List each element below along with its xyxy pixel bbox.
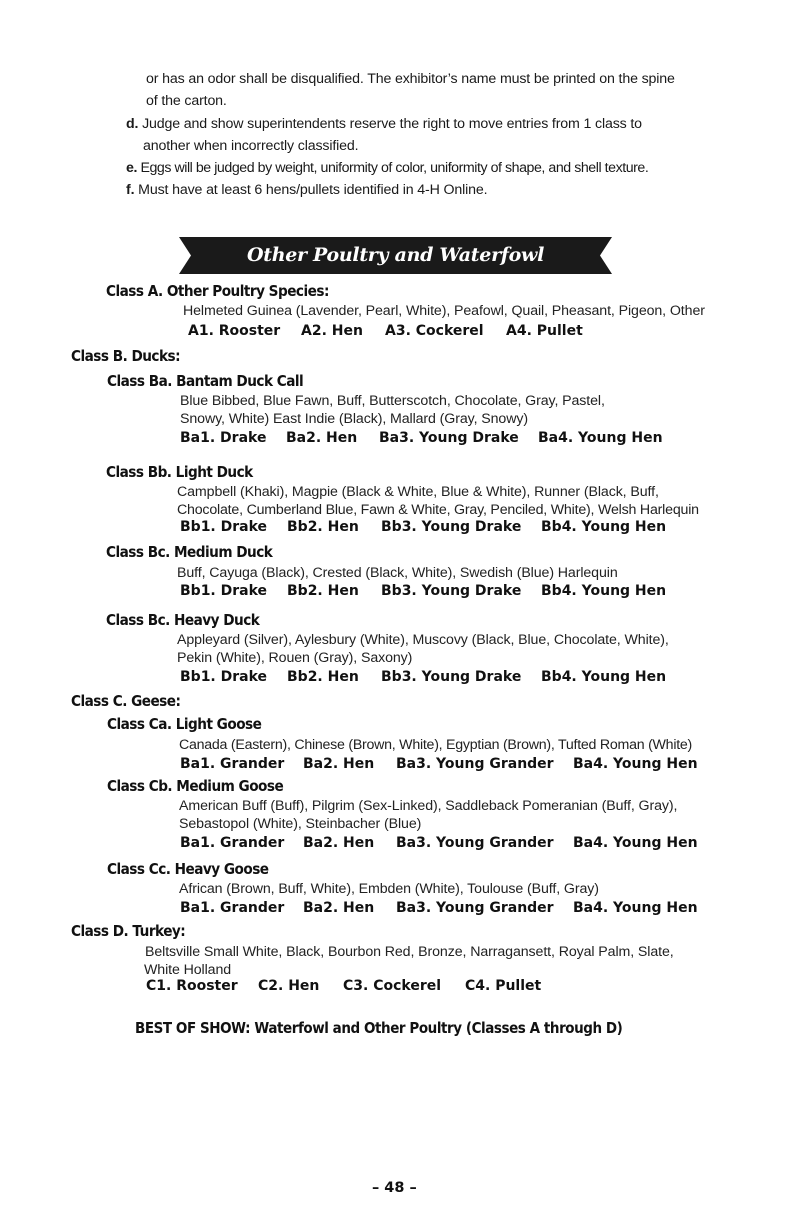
entry-ba2: Ba2. Hen xyxy=(286,430,358,446)
class-ba-entries xyxy=(180,430,663,446)
class-b-title: Class B. Ducks: xyxy=(71,347,181,365)
entry-bch4: Bb4. Young Hen xyxy=(541,669,667,685)
entry-ca2: Ba2. Hen xyxy=(303,756,375,772)
entry-cc2: Ba2. Hen xyxy=(303,900,375,916)
rule-f-letter: f. xyxy=(126,182,135,198)
class-d-title: Class D. Turkey: xyxy=(71,922,186,940)
class-bc-medium-entries xyxy=(180,583,666,599)
class-bc-medium-breeds: Buff, Cayuga (Black), Crested (Black, White), Swedish (Blue) Harlequin xyxy=(177,565,618,581)
entry-bcm2: Bb2. Hen xyxy=(287,583,359,599)
class-bc-medium-title: Class Bc. Medium Duck xyxy=(106,543,273,561)
entry-cb4: Ba4. Young Hen xyxy=(573,835,698,851)
class-ba-title: Class Ba. Bantam Duck Call xyxy=(107,372,304,390)
entry-a4: A4. Pullet xyxy=(506,323,583,339)
entry-a3: A3. Cockerel xyxy=(385,323,484,339)
entry-ca3: Ba3. Young Grander xyxy=(396,756,554,772)
class-bb-entries xyxy=(180,519,666,535)
class-bc-heavy-breeds-2: Pekin (White), Rouen (Gray), Saxony) xyxy=(177,650,413,666)
class-ca-entries xyxy=(180,756,698,772)
entry-a2: A2. Hen xyxy=(301,323,363,339)
entry-d2: C2. Hen xyxy=(258,978,320,994)
class-ba-breeds: Blue Bibbed, Blue Fawn, Buff, Butterscotch, Chocolate, Gray, Pastel, xyxy=(180,393,605,409)
entry-bb4: Bb4. Young Hen xyxy=(541,519,667,535)
entry-bch3: Bb3. Young Drake xyxy=(381,669,522,685)
entry-ca4: Ba4. Young Hen xyxy=(573,756,698,772)
entry-ca1: Ba1. Grander xyxy=(180,756,285,772)
best-of-show: BEST OF SHOW: Waterfowl and Other Poultry (Classes A through D) xyxy=(135,1019,623,1037)
rule-d-letter: d. xyxy=(126,116,139,132)
entry-cb3: Ba3. Young Grander xyxy=(396,835,554,851)
entry-bcm1: Bb1. Drake xyxy=(180,583,268,599)
rule-d-line2: another when incorrectly classified. xyxy=(143,138,359,154)
entry-bb3: Bb3. Young Drake xyxy=(381,519,522,535)
rule-e xyxy=(126,157,648,179)
class-bb-breeds: Campbell (Khaki), Magpie (Black & White, Blue & White), Runner (Black, Buff, xyxy=(177,484,659,500)
class-ba-breeds-2: Snowy, White) East Indie (Black), Mallard (Gray, Snowy) xyxy=(180,411,528,427)
rule-e-letter: e. xyxy=(126,160,137,176)
class-bb-title: Class Bb. Light Duck xyxy=(106,463,253,481)
class-cb-entries xyxy=(180,835,698,851)
entry-cc1: Ba1. Grander xyxy=(180,900,285,916)
class-bb-breeds-2: Chocolate, Cumberland Blue, Fawn & White, Gray, Penciled, White), Welsh Harlequin xyxy=(177,502,699,518)
class-d-entries xyxy=(146,978,541,994)
class-ca-title: Class Ca. Light Goose xyxy=(107,715,262,733)
entry-ba1: Ba1. Drake xyxy=(180,430,267,446)
class-c-title: Class C. Geese: xyxy=(71,692,181,710)
entry-d3: C3. Cockerel xyxy=(343,978,442,994)
rule-c-continuation-2: of the carton. xyxy=(146,93,227,109)
entry-bcm4: Bb4. Young Hen xyxy=(541,583,667,599)
entry-cc4: Ba4. Young Hen xyxy=(573,900,698,916)
entry-d4: C4. Pullet xyxy=(465,978,542,994)
class-ca-breeds: Canada (Eastern), Chinese (Brown, White), Egyptian (Brown), Tufted Roman (White) xyxy=(179,737,693,753)
banner-title: Other Poultry and Waterfowl xyxy=(247,244,544,266)
rule-f-text: Must have at least 6 hens/pullets identified in 4-H Online. xyxy=(138,182,488,198)
rule-c-continuation: or has an odor shall be disqualified. The exhibitor’s name must be printed on the spine xyxy=(146,71,675,87)
section-banner xyxy=(179,237,612,274)
class-bc-heavy-title: Class Bc. Heavy Duck xyxy=(106,611,260,629)
class-cc-title: Class Cc. Heavy Goose xyxy=(107,860,269,878)
entry-cc3: Ba3. Young Grander xyxy=(396,900,554,916)
class-cb-breeds-2: Sebastopol (White), Steinbacher (Blue) xyxy=(179,816,422,832)
class-bc-heavy-entries xyxy=(180,669,666,685)
entry-bcm3: Bb3. Young Drake xyxy=(381,583,522,599)
entry-ba3: Ba3. Young Drake xyxy=(379,430,519,446)
class-a-entries xyxy=(188,323,583,339)
class-d-breeds: Beltsville Small White, Black, Bourbon Red, Bronze, Narragansett, Royal Palm, Slate, xyxy=(145,944,674,960)
entry-bb2: Bb2. Hen xyxy=(287,519,359,535)
entry-a1: A1. Rooster xyxy=(188,323,281,339)
class-a-breeds: Helmeted Guinea (Lavender, Pearl, White), Peafowl, Quail, Pheasant, Pigeon, Other xyxy=(183,303,705,319)
class-cb-title: Class Cb. Medium Goose xyxy=(107,777,284,795)
rule-f xyxy=(126,179,487,201)
rule-e-text: Eggs will be judged by weight, uniformity of color, uniformity of shape, and shell texture. xyxy=(140,160,649,176)
class-bc-heavy-breeds: Appleyard (Silver), Aylesbury (White), Muscovy (Black, Blue, Chocolate, White), xyxy=(177,632,669,648)
class-cc-breeds: African (Brown, Buff, White), Embden (White), Toulouse (Buff, Gray) xyxy=(179,881,599,897)
entry-bb1: Bb1. Drake xyxy=(180,519,268,535)
entry-cb1: Ba1. Grander xyxy=(180,835,285,851)
entry-cb2: Ba2. Hen xyxy=(303,835,375,851)
class-a-title: Class A. Other Poultry Species: xyxy=(106,282,329,300)
entry-bch2: Bb2. Hen xyxy=(287,669,359,685)
page-number: – 48 – xyxy=(372,1180,417,1196)
rule-d-text: Judge and show superintendents reserve the right to move entries from 1 class to xyxy=(142,116,642,132)
rule-d xyxy=(126,113,642,135)
entry-d1: C1. Rooster xyxy=(146,978,238,994)
entry-bch1: Bb1. Drake xyxy=(180,669,268,685)
class-d-breeds-2: White Holland xyxy=(144,962,232,978)
class-cc-entries xyxy=(180,900,698,916)
entry-ba4: Ba4. Young Hen xyxy=(538,430,663,446)
class-cb-breeds: American Buff (Buff), Pilgrim (Sex-Linked), Saddleback Pomeranian (Buff, Gray), xyxy=(179,798,678,814)
